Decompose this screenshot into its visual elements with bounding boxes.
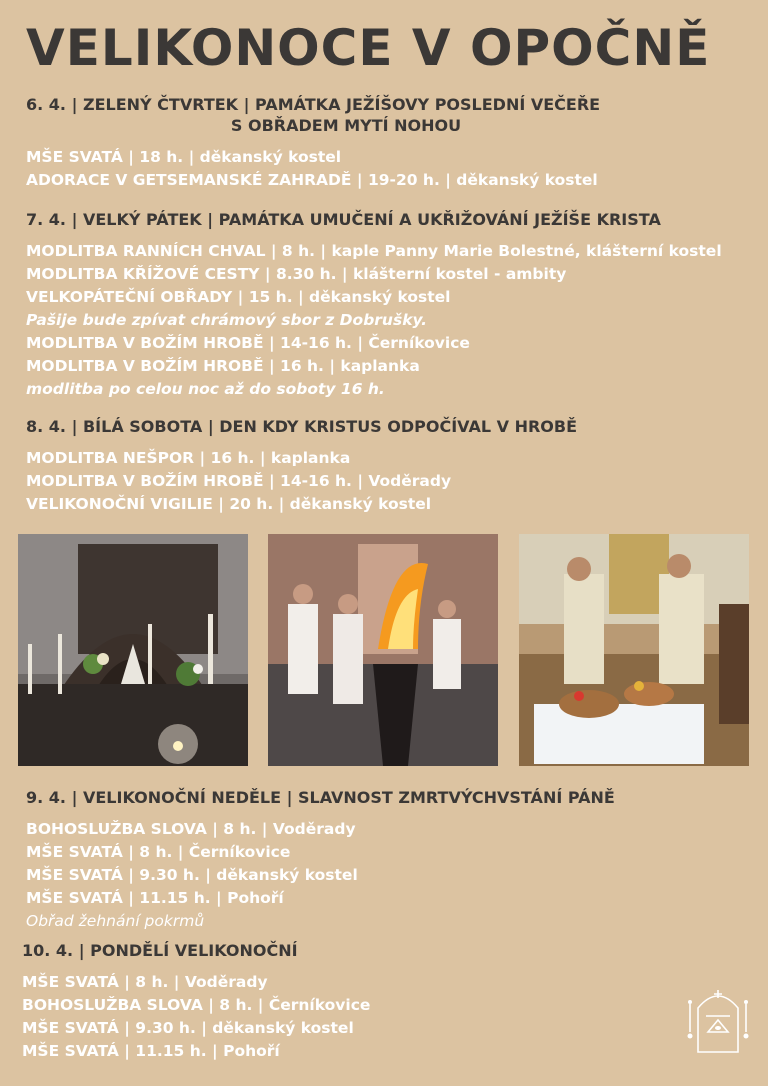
event-line: MŠE SVATÁ | 9.30 h. | děkanský kostel [22,1019,354,1037]
day-heading: 8. 4. | BÍLÁ SOBOTA | DEN KDY KRISTUS ODPOČÍVAL V HROBĚ [26,417,578,436]
day-section-friday [26,209,756,401]
day-heading [26,94,756,136]
event-line: MODLITBA NEŠPOR | 16 h. | kaplanka [26,449,351,467]
event-note: modlitba po celou noc až do soboty 16 h. [26,380,385,398]
day-section-saturday [26,416,756,516]
day-heading-sub: S OBŘADEM MYTÍ NOHOU [230,116,462,135]
event-line: MŠE SVATÁ | 8 h. | Černíkovice [26,843,291,861]
event-line: MODLITBA V BOŽÍM HROBĚ | 14-16 h. | Černíkovice [26,334,470,352]
event-line: BOHOSLUŽBA SLOVA | 8 h. | Černíkovice [22,996,371,1014]
parish-logo-icon [686,982,750,1056]
event-line: VELIKONOČNÍ VIGILIE | 20 h. | děkanský kostel [26,495,432,513]
event-line: MODLITBA KŘÍŽOVÉ CESTY | 8.30 h. | klášterní kostel - ambity [26,265,567,283]
day-heading: 9. 4. | VELIKONOČNÍ NEDĚLE | SLAVNOST ZMRTVÝCHVSTÁNÍ PÁNĚ [26,788,615,807]
event-line: MŠE SVATÁ | 11.15 h. | Pohoří [22,1042,280,1060]
event-line: MŠE SVATÁ | 9.30 h. | děkanský kostel [26,866,358,884]
day-heading: 7. 4. | VELKÝ PÁTEK | PAMÁTKA UMUČENÍ A UKŘIŽOVÁNÍ JEŽÍŠE KRISTA [26,210,661,229]
day-section-sunday [26,787,756,933]
event-line: MŠE SVATÁ | 8 h. | Voděrady [22,973,268,991]
day-heading-main: 6. 4. | ZELENÝ ČTVRTEK | PAMÁTKA JEŽÍŠOVY POSLEDNÍ VEČEŘE [26,95,601,114]
event-line: MODLITBA V BOŽÍM HROBĚ | 14-16 h. | Voděrady [26,472,452,490]
day-section-monday [22,940,752,1063]
event-line: VELKOPÁTEČNÍ OBŘADY | 15 h. | děkanský kostel [26,288,451,306]
event-line: MODLITBA RANNÍCH CHVAL | 8 h. | kaple Panny Marie Bolestné, klášterní kostel [26,242,722,260]
event-line: ADORACE V GETSEMANSKÉ ZAHRADĚ | 19-20 h. | děkanský kostel [26,171,598,189]
event-line: MODLITBA V BOŽÍM HROBĚ | 16 h. | kaplanka [26,357,420,375]
event-note: Pašije bude zpívat chrámový sbor z Dobrušky. [26,311,428,329]
day-section-thursday [26,94,756,192]
event-line: MŠE SVATÁ | 11.15 h. | Pohoří [26,889,284,907]
photo-food-blessing [519,534,749,766]
photo-holy-sepulchre [18,534,248,766]
page-title: VELIKONOCE V OPOČNĚ [26,19,711,77]
event-line: MŠE SVATÁ | 18 h. | děkanský kostel [26,148,342,166]
photo-easter-fire [268,534,498,766]
event-note: Obřad žehnání pokrmů [26,912,205,930]
event-line: BOHOSLUŽBA SLOVA | 8 h. | Voděrady [26,820,356,838]
day-heading: 10. 4. | PONDĚLÍ VELIKONOČNÍ [22,941,298,960]
